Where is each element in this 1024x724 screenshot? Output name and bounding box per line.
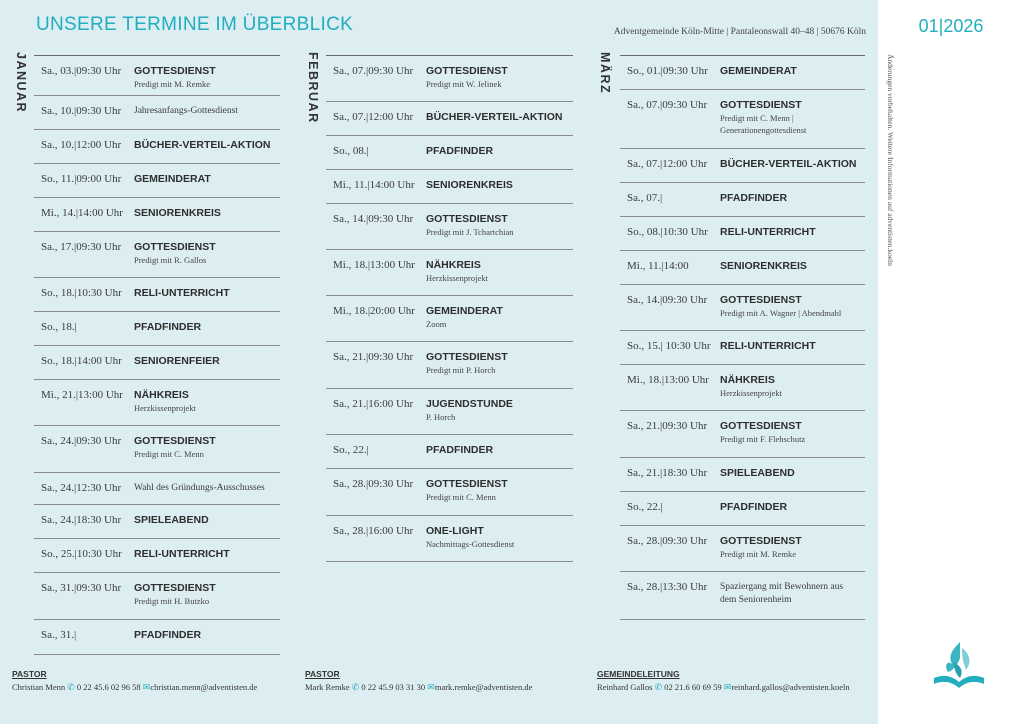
event-date-time: Mi., 11.|14:00 Uhr xyxy=(333,179,415,191)
event-details xyxy=(134,105,280,118)
event-date-time: Sa., 21.|09:30 Uhr xyxy=(333,351,414,363)
event-details xyxy=(134,548,280,561)
event-subtitle: Predigt mit J. Tchartchian xyxy=(426,227,514,237)
event-title: GOTTESDIENST xyxy=(720,535,802,547)
event-details xyxy=(720,260,865,273)
event-row xyxy=(34,198,280,232)
contact-line xyxy=(597,682,850,693)
event-list xyxy=(326,55,573,562)
event-details xyxy=(426,179,573,192)
event-date-time: Mi., 18.|20:00 Uhr xyxy=(333,305,415,317)
event-title: GOTTESDIENST xyxy=(134,241,216,253)
event-title: GOTTESDIENST xyxy=(134,582,216,594)
event-details xyxy=(426,305,573,330)
event-title: GOTTESDIENST xyxy=(720,294,802,306)
event-row xyxy=(34,539,280,573)
event-date-time: So., 18.| xyxy=(41,321,77,333)
event-row xyxy=(326,296,573,342)
event-row xyxy=(34,164,280,198)
event-row xyxy=(326,389,573,435)
event-date-time: Sa., 07.|12:00 Uhr xyxy=(627,158,708,170)
event-date-time: So., 22.| xyxy=(333,444,369,456)
contact-phone[interactable]: 02 21.6 60 69 59 xyxy=(664,682,722,692)
event-date-time: Sa., 24.|09:30 Uhr xyxy=(41,435,122,447)
event-row xyxy=(620,526,865,572)
mail-icon: ✉ xyxy=(723,682,732,692)
event-title: PFADFINDER xyxy=(720,192,788,204)
event-details xyxy=(134,207,280,220)
event-title: RELI-UNTERRICHT xyxy=(134,287,230,299)
event-date-time: Sa., 03.|09:30 Uhr xyxy=(41,65,122,77)
event-title: SENIORENKREIS xyxy=(426,179,513,191)
event-date-time: So., 08.| xyxy=(333,145,369,157)
event-subtitle: Predigt mit C. Menn | xyxy=(720,113,794,123)
event-date-time: Mi., 14.|14:00 Uhr xyxy=(41,207,123,219)
contact-block xyxy=(305,669,532,693)
event-subtitle: Herzkissenprojekt xyxy=(720,388,782,398)
event-row xyxy=(34,346,280,380)
contact-email[interactable]: christian.menn@adventisten.de xyxy=(150,682,258,692)
event-subtitle: Predigt mit C. Menn xyxy=(426,492,496,502)
event-details xyxy=(720,294,865,319)
event-details xyxy=(720,340,865,353)
event-date-time: Sa., 14.|09:30 Uhr xyxy=(333,213,414,225)
event-row xyxy=(620,183,865,217)
event-date-time: So., 08.|10:30 Uhr xyxy=(627,226,708,238)
event-row xyxy=(326,435,573,469)
event-details xyxy=(720,226,865,239)
event-details xyxy=(134,389,280,414)
event-date-time: Sa., 28.|16:00 Uhr xyxy=(333,525,414,537)
event-subtitle: Predigt mit C. Menn xyxy=(134,449,204,459)
event-details xyxy=(426,525,573,550)
event-row xyxy=(620,217,865,251)
event-details xyxy=(426,351,573,376)
event-details xyxy=(134,139,280,152)
event-title: GEMEINDERAT xyxy=(426,305,503,317)
event-title: BÜCHER-VERTEIL-AKTION xyxy=(720,158,857,170)
event-row xyxy=(326,170,573,204)
event-row xyxy=(34,96,280,130)
event-details xyxy=(134,629,280,642)
event-row xyxy=(34,473,280,505)
event-row xyxy=(620,90,865,149)
event-date-time: So., 22.| xyxy=(627,501,663,513)
event-title: SPIELEABEND xyxy=(134,514,209,526)
event-details xyxy=(134,482,280,495)
event-title: GOTTESDIENST xyxy=(426,65,508,77)
contact-phone[interactable]: 0 22 45.6 02 96 58 xyxy=(76,682,141,692)
phone-icon: ✆ xyxy=(67,682,75,692)
event-date-time: Sa., 07.|09:30 Uhr xyxy=(627,99,708,111)
event-details xyxy=(720,581,865,607)
event-date-time: Sa., 31.| xyxy=(41,629,77,641)
event-subtitle: P. Horch xyxy=(426,412,456,422)
event-row xyxy=(326,102,573,136)
event-title: SENIORENKREIS xyxy=(720,260,807,272)
event-details xyxy=(720,535,865,560)
event-title: SENIORENFEIER xyxy=(134,355,220,367)
event-details xyxy=(426,213,573,238)
event-date-time: Sa., 10.|09:30 Uhr xyxy=(41,105,122,117)
event-details xyxy=(426,444,573,457)
event-row xyxy=(34,232,280,278)
event-row xyxy=(34,426,280,473)
event-date-time: Sa., 07.|12:00 Uhr xyxy=(333,111,414,123)
event-row xyxy=(34,620,280,655)
event-details xyxy=(720,99,865,136)
event-details xyxy=(134,355,280,368)
event-subtitle: Predigt mit A. Wagner | Abendmahl xyxy=(720,308,842,318)
contact-email[interactable]: reinhard.gallos@adventisten.koeln xyxy=(731,682,850,692)
event-title: Spaziergang mit Bewohnern aus xyxy=(720,582,844,592)
event-row xyxy=(326,516,573,562)
event-subtitle: Predigt mit M. Remke xyxy=(720,549,797,559)
event-row xyxy=(326,469,573,516)
event-details xyxy=(720,501,865,514)
event-details xyxy=(134,321,280,334)
event-row xyxy=(620,458,865,492)
event-date-time: Sa., 14.|09:30 Uhr xyxy=(627,294,708,306)
month-label: FEBRUAR xyxy=(306,52,320,124)
issue-number: 01|2026 xyxy=(918,16,984,36)
event-row xyxy=(620,492,865,526)
event-row xyxy=(34,130,280,164)
event-list xyxy=(620,55,865,620)
month-label: MÄRZ xyxy=(598,52,612,95)
event-date-time: Sa., 21.|18:30 Uhr xyxy=(627,467,708,479)
event-title: NÄHKREIS xyxy=(134,389,189,401)
event-title: NÄHKREIS xyxy=(720,374,775,386)
event-details xyxy=(426,478,573,503)
event-details xyxy=(134,514,280,527)
contact-name: Mark Remke xyxy=(305,682,350,692)
mail-icon: ✉ xyxy=(427,682,435,692)
event-details xyxy=(134,287,280,300)
event-subtitle: Predigt mit P. Horch xyxy=(426,365,496,375)
sidebar xyxy=(878,0,1024,724)
event-row xyxy=(620,572,865,620)
event-title: BÜCHER-VERTEIL-AKTION xyxy=(134,139,271,151)
event-row xyxy=(34,380,280,426)
event-row xyxy=(620,56,865,90)
event-subtitle: Herzkissenprojekt xyxy=(426,273,488,283)
event-details xyxy=(134,65,280,90)
event-details xyxy=(426,398,573,423)
event-subtitle: Nachmittags-Gottesdienst xyxy=(426,539,515,549)
event-date-time: Sa., 07.| xyxy=(627,192,663,204)
event-title: PFADFINDER xyxy=(426,145,494,157)
event-details xyxy=(134,435,280,460)
contact-name: Christian Menn xyxy=(12,682,66,692)
event-title: BÜCHER-VERTEIL-AKTION xyxy=(426,111,563,123)
event-title: GOTTESDIENST xyxy=(134,435,216,447)
event-subtitle: Herzkissenprojekt xyxy=(134,403,196,413)
mail-icon: ✉ xyxy=(142,682,151,692)
event-subtitle: Predigt mit H. Butzko xyxy=(134,596,210,606)
event-title: GOTTESDIENST xyxy=(426,478,508,490)
contact-block xyxy=(597,669,850,693)
event-title: PFADFINDER xyxy=(134,321,202,333)
event-row xyxy=(34,312,280,346)
event-date-time: So., 15.| 10:30 Uhr xyxy=(627,340,711,352)
event-date-time: Mi., 11.|14:00 xyxy=(627,260,689,272)
event-title: NÄHKREIS xyxy=(426,259,481,271)
event-date-time: Sa., 07.|09:30 Uhr xyxy=(333,65,414,77)
event-date-time: Sa., 28.|13:30 Uhr xyxy=(627,581,708,593)
event-date-time: So., 18.|10:30 Uhr xyxy=(41,287,122,299)
event-title: GOTTESDIENST xyxy=(134,65,216,77)
event-title: GOTTESDIENST xyxy=(426,351,508,363)
event-row xyxy=(620,331,865,365)
event-date-time: Sa., 21.|09:30 Uhr xyxy=(627,420,708,432)
event-details xyxy=(720,467,865,480)
event-title: GEMEINDERAT xyxy=(134,173,211,185)
contact-role: PASTOR xyxy=(12,669,47,679)
event-title: JUGENDSTUNDE xyxy=(426,398,513,410)
event-date-time: Mi., 21.|13:00 Uhr xyxy=(41,389,123,401)
phone-icon: ✆ xyxy=(351,682,360,692)
month-label: JANUAR xyxy=(14,52,28,114)
event-title: Wahl des Gründungs-Ausschusses xyxy=(134,483,265,493)
event-title: ONE-LIGHT xyxy=(426,525,484,537)
event-date-time: So., 25.|10:30 Uhr xyxy=(41,548,122,560)
contact-line xyxy=(305,682,532,693)
event-subtitle: Predigt mit R. Gallos xyxy=(134,255,207,265)
event-details xyxy=(134,582,280,607)
event-details xyxy=(720,420,865,445)
event-details xyxy=(720,192,865,205)
event-details xyxy=(134,173,280,186)
event-title: GOTTESDIENST xyxy=(426,213,508,225)
event-date-time: Sa., 10.|12:00 Uhr xyxy=(41,139,122,151)
event-list xyxy=(34,55,280,655)
contact-phone[interactable]: 0 22 45.9 03 31 30 xyxy=(361,682,426,692)
event-title: RELI-UNTERRICHT xyxy=(134,548,230,560)
event-row xyxy=(620,251,865,285)
event-title-continued: dem Seniorenheim xyxy=(720,595,792,605)
event-subtitle: Predigt mit F. Flehschutz xyxy=(720,434,806,444)
event-row xyxy=(326,56,573,102)
contact-name: Reinhard Gallos xyxy=(597,682,653,692)
event-row xyxy=(34,278,280,312)
event-title: PFADFINDER xyxy=(426,444,494,456)
event-row xyxy=(620,285,865,331)
event-title: SENIORENKREIS xyxy=(134,207,221,219)
church-address: Adventgemeinde Köln-Mitte | Pantaleonswall 40–48 | 50676 Köln xyxy=(613,27,866,37)
event-details xyxy=(426,111,573,124)
event-row xyxy=(326,204,573,250)
event-subtitle: Zoom xyxy=(426,319,447,329)
event-details xyxy=(426,145,573,158)
page-title: UNSERE TERMINE IM ÜBERBLICK xyxy=(36,14,354,35)
event-date-time: Sa., 17.|09:30 Uhr xyxy=(41,241,122,253)
event-details xyxy=(720,374,865,399)
contact-block xyxy=(12,669,257,693)
event-date-time: So., 11.|09:00 Uhr xyxy=(41,173,122,185)
event-title: GOTTESDIENST xyxy=(720,420,802,432)
event-details xyxy=(720,65,865,78)
side-note: Änderungen vorbehalten. Weitere Informationen auf adventisten.koeln xyxy=(886,54,895,266)
event-date-time: Mi., 18.|13:00 Uhr xyxy=(627,374,709,386)
phone-icon: ✆ xyxy=(654,682,663,692)
event-row xyxy=(34,573,280,620)
event-details xyxy=(426,65,573,90)
event-details xyxy=(426,259,573,284)
event-date-time: So., 01.|09:30 Uhr xyxy=(627,65,708,77)
event-date-time: Sa., 24.|12:30 Uhr xyxy=(41,482,122,494)
contact-role: PASTOR xyxy=(305,669,340,679)
contact-role: GEMEINDELEITUNG xyxy=(597,669,680,679)
contact-line xyxy=(12,682,257,693)
event-date-time: Sa., 24.|18:30 Uhr xyxy=(41,514,122,526)
event-title: RELI-UNTERRICHT xyxy=(720,340,816,352)
event-row xyxy=(620,365,865,411)
contact-email[interactable]: mark.remke@adventisten.de xyxy=(434,682,533,692)
church-logo-icon xyxy=(930,640,988,697)
event-subtitle: Predigt mit M. Remke xyxy=(134,79,211,89)
event-title: RELI-UNTERRICHT xyxy=(720,226,816,238)
event-title: SPIELEABEND xyxy=(720,467,795,479)
event-row xyxy=(326,250,573,296)
event-subtitle-continued: Generationengottesdienst xyxy=(720,125,807,135)
event-row xyxy=(34,56,280,96)
event-row xyxy=(326,136,573,170)
event-date-time: Sa., 28.|09:30 Uhr xyxy=(627,535,708,547)
event-date-time: Sa., 21.|16:00 Uhr xyxy=(333,398,414,410)
event-date-time: Sa., 31.|09:30 Uhr xyxy=(41,582,122,594)
event-row xyxy=(326,342,573,389)
event-date-time: So., 18.|14:00 Uhr xyxy=(41,355,122,367)
event-title: GOTTESDIENST xyxy=(720,99,802,111)
event-row xyxy=(620,149,865,183)
event-title: PFADFINDER xyxy=(134,629,202,641)
event-title: GEMEINDERAT xyxy=(720,65,797,77)
event-details xyxy=(134,241,280,266)
event-date-time: Sa., 28.|09:30 Uhr xyxy=(333,478,414,490)
event-title: PFADFINDER xyxy=(720,501,788,513)
event-details xyxy=(720,158,865,171)
event-subtitle: Predigt mit W. Jelinek xyxy=(426,79,502,89)
event-row xyxy=(34,505,280,539)
event-title: Jahresanfangs-Gottesdienst xyxy=(134,106,238,116)
event-row xyxy=(620,411,865,458)
event-date-time: Mi., 18.|13:00 Uhr xyxy=(333,259,415,271)
